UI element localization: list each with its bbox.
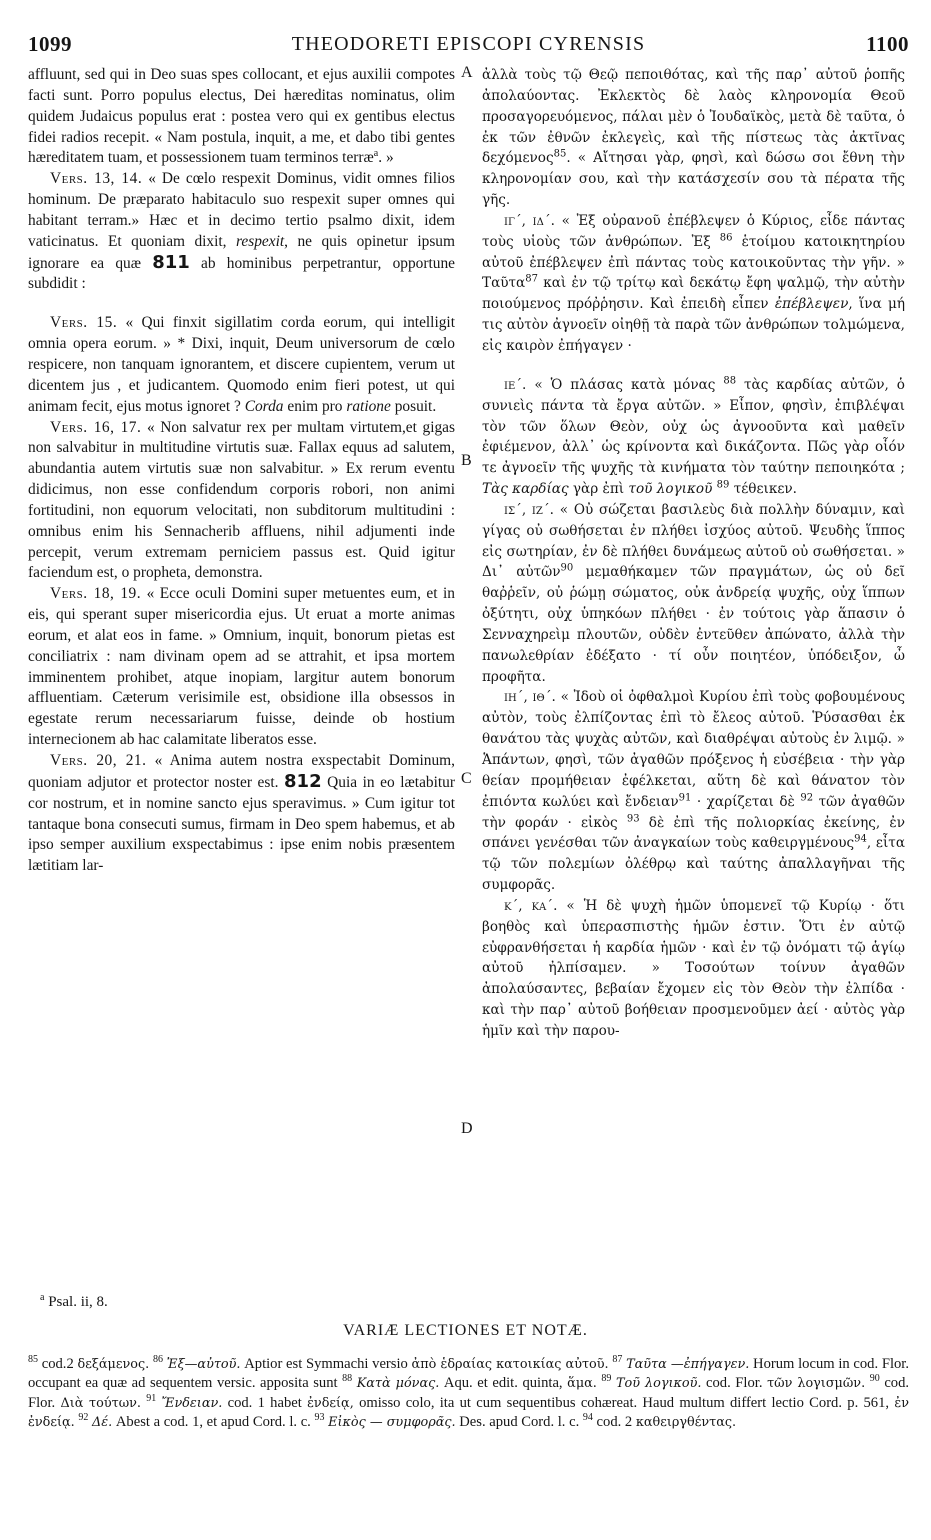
- margin-letter-c: C: [461, 770, 472, 787]
- latin-paragraph-3: Vers. 15. « Qui finxit sigillatim corda eorum, qui intelligit omnia opera eorum. » * Dixi, inquit, Deum universorum de cœlo respicere, non tanquam ignorantem, et discere cupientem, verum ut dicentem jus , et judicantem. Quomodo enim fieri potest, ut qui animam fecit, ejus motus ignoret ? Corda enim pro ratione posuit.: [28, 314, 455, 415]
- verse-label: Vers. 15.: [50, 314, 118, 332]
- margin-letter-b: B: [461, 452, 472, 469]
- greek-paragraph-3: ιε΄. « Ὁ πλάσας κατὰ μόνας $^{88}$ τὰς καρδίας αὐτῶν, ὁ συνιεὶς πάντα τὰ ἔργα αὐτῶν. » Εἶπον, φησὶν, ἐπιβλέψαι τὸν τῶν ὅλων Θεὸν, οὐχ ὡς ἀγνοοῦντα καὶ μαθεῖν ἐφιέμενον, ἀλλ᾽ ὡς κρίνοντα καὶ δικάζοντα. Πῶς γὰρ οἷόν τε ἀγνοεῖν τῆς ψυχῆς τὰ κινήματα τὸν ταύτην πεποιηκότα ; Τὰς καρδίας γὰρ ἐπὶ τοῦ λογικοῦ $^{89}$ τέθεικεν.: [482, 375, 905, 498]
- verse-label: Vers. 13, 14.: [50, 170, 143, 188]
- verse-label: ις΄, ιζ΄.: [504, 501, 554, 518]
- footnote-ref: a: [373, 148, 379, 160]
- greek-column: [482, 65, 905, 1042]
- latin-paragraph-5: Vers. 18, 19. « Ecce oculi Domini super metuentes eum, et in eis, qui sperant super misericordia ejus. Ut eruat a morte animas eorum, et alat eos in fame. » Omnium, inquit, bonorum pietas est conciliatrix : nam divinam opem ad se attrahit, et ipsa mortem imminentem prohibet, atque inopiam, largitur autem bonorum affluentiam. Cæterum verisimile est, obsidione illa obsessos in egestate rerum necessariarum fuisse, deinde ob hostium internecionem ab hac calamitate liberatos esse.: [28, 585, 455, 749]
- latin-paragraph-4: Vers. 16, 17. « Non salvatur rex per multam virtutem,et gigas non salvabitur in multitudine virtutis suæ. Fallax equus ad salutem, abundantia autem virtutis suæ non salvabitur. » Ex rerum eventu didicimus, non esse confidendum corporis robori, non animi fortitudini, non equorum velocitati, non subditorum multitudini : omnibus enim his Sennacherib affluens, nihil adjumenti inde percepit, verum extremam perniciem passus est. Quid igitur faciendum est, o propheta, demonstra.: [28, 418, 455, 582]
- latin-column: [28, 65, 455, 877]
- latin-paragraph-1: affluunt, sed qui in Deo suas spes collocant, et ejus auxilii compotes facti sunt. Porro populus electus, Dei hæreditas nominatus, olim quidem Judaicus populus erat : postea vero qui ex gentibus electus fidei radios recepit. « Nam postula, inquit, a me, et dabo tibi gentes hæreditatem tuam, et possessionem tuam terminos terræ$^a$. »: [28, 66, 455, 167]
- footnote: $^a$ Psal. ii, 8.: [40, 1292, 108, 1310]
- notes-title: VARIÆ LECTIONES ET NOTÆ.: [343, 1322, 588, 1339]
- column-number-mark: 811: [152, 251, 190, 273]
- running-title: THEODORETI EPISCOPI CYRENSIS: [291, 33, 646, 55]
- page-number-left: 1099: [28, 32, 72, 56]
- page-number-right: 1100: [866, 32, 909, 56]
- greek-paragraph-5: ιη΄, ιθ΄. « Ἰδοὺ οἱ ὀφθαλμοὶ Κυρίου ἐπὶ τοὺς φοβουμένους αὐτὸν, τοὺς ἐλπίζοντας ἐπὶ τὸ ἔλεος αὐτοῦ. Ῥύσασθαι ἐκ θανάτου τὰς ψυχὰς αὐτῶν, καὶ διαθρέψαι αὐτοὺς ἐν λιμῷ. » Ἁπάντων, φησὶ, τῶν ἀγαθῶν πρόξενος ἡ εὐσέβεια · τὴν γὰρ θείαν προμήθειαν ἐφέλκεται, αὕτη δὲ καὶ θάνατον τὸν ἐπιόντα κωλύει καὶ ἔνδειαν$^{91}$ · χαρίζεται δὲ $^{92}$ τῶν ἀγαθῶν τὴν φοράν · εἰκὸς $^{93}$ δὲ ἐπὶ τῆς πολιορκίας ἐκείνης, ἐν σπάνει γενέσθαι τῶν ἀναγκαίων τοὺς καθειργμένους$^{94}$, εἶτα τῷ τῶν πολεμίων ὀλέθρῳ καὶ ταύτης ἀπαλλαγῆναι τῆς συμφορᾶς.: [482, 689, 905, 894]
- margin-letter-d: D: [461, 1120, 473, 1137]
- verse-label: Vers. 16, 17.: [50, 418, 142, 436]
- greek-paragraph-4: ις΄, ιζ΄. « Οὐ σώζεται βασιλεὺς διὰ πολλὴν δύναμιν, καὶ γίγας οὐ σωθήσεται ἐν πλήθει ἰσχύος αὐτοῦ. Ψευδὴς ἵππος εἰς σωτηρίαν, ἐν δὲ πλήθει δυνάμεως αὐτοῦ οὐ σωθήσεται. » Δι᾽ αὐτῶν$^{90}$ μεμαθήκαμεν τῶν πραγμάτων, ὡς οὐ δεῖ θαῤῥεῖν, οὐ ῥώμῃ σώματος, οὐκ ἀνδρείᾳ ψυχῆς, οὐχ ἵππων ὀξύτητι, οὐχ ὑπηκόων πλήθει · ἐν τούτοις γὰρ ἅπασιν ὁ Σενναχηρεὶμ πλουτῶν, οὐδὲν ἐντεῦθεν ἀπώνατο, ἀλλὰ τὴν πανωλεθρίαν ἐδέξατο · τί οὖν ποιητέον, ὑπόδειξον, ὦ προφῆτα.: [482, 501, 905, 685]
- variae-lectiones: $^{85}$ cod.2 δεξάμενος. $^{86}$ Ἐξ—αὐτοῦ. Aptior est Symmachi versio ἀπὸ ἑδραίας κατοικίας αὐτοῦ. $^{87}$ Ταῦτα —ἐπήγαγεν. Horum locum in cod. Flor. occupant ea quæ ad sequentem versic. apposita sunt $^{88}$ Κατὰ μόνας. Aqu. et edit. quinta, ἅμα. $^{89}$ Τοῦ λογικοῦ. cod. Flor. τῶν λογισμῶν. $^{90}$ cod. Flor. Διὰ τούτων. $^{91}$ Ἔνδειαν. cod. 1 habet ἐνδείᾳ, omisso colo, ita ut cum sequentibus cohæreat. Haud multum differt lectio Cord. p. 561, ἐν ἐνδείᾳ. $^{92}$ Δέ. Abest a cod. 1, et apud Cord. l. c. $^{93}$ Εἰκὸς — συμφορᾶς. Des. apud Cord. l. c. $^{94}$ cod. 2 καθειργθέντας.: [28, 1354, 910, 1430]
- verse-label: ιγ΄, ιδ΄.: [504, 212, 555, 229]
- greek-paragraph-6: κ΄, κα΄. « Ἡ δὲ ψυχὴ ἡμῶν ὑπομενεῖ τῷ Κυρίῳ · ὅτι βοηθὸς καὶ ὑπερασπιστὴς ἡμῶν ἐστιν. Ὅτι ἐν αὐτῷ εὐφρανθήσεται ἡ καρδία ἡμῶν · καὶ ἐν τῷ ὀνόματι τῷ ἁγίῳ αὐτοῦ ἠλπίσαμεν. » Τοσούτων τοίνυν ἀγαθῶν ἀπολαύσαντες, βεβαίαν ἔχομεν εἰς τὸν Θεὸν τὴν ἐλπίδα · καὶ τὴν παρ᾽ αὐτοῦ βοήθειαν προσμενοῦμεν ἀεί · αὐτὸς γὰρ ἡμῖν καὶ τὴν παρου-: [482, 897, 905, 1039]
- verse-label: Vers. 18, 19.: [50, 585, 142, 603]
- verse-label: Vers. 20, 21.: [50, 752, 147, 769]
- greek-paragraph-2: ιγ΄, ιδ΄. « Ἐξ οὐρανοῦ ἐπέβλεψεν ὁ Κύριος, εἶδε πάντας τοὺς υἱοὺς τῶν ἀνθρώπων. Ἐξ $^{86}$ ἑτοίμου κατοικητηρίου αὐτοῦ ἐπέβλεψεν ἐπὶ πάντας τοὺς κατοικοῦντας τὴν γῆν. » Ταῦτα$^{87}$ καὶ ἐν τῷ τρίτῳ καὶ δεκάτῳ ἔφη ψαλμῷ, τὴν αὐτὴν ποιούμενος πρόῤῥησιν. Καὶ ἐπειδὴ εἶπεν ἐπέβλεψεν, ἵνα μή τις αὐτὸν ἀγνοεῖν οἰηθῇ τὰ παρὰ τῶν ἀνθρώπων τολμώμενα, εἰς καιρὸν ἐπήγαγεν ·: [482, 212, 906, 354]
- verse-label: κ΄, κα΄.: [504, 897, 558, 914]
- column-number-mark: 812: [284, 770, 322, 792]
- latin-paragraph-6: Vers. 20, 21. « Anima autem nostra exspectabit Dominum, quoniam adjutor et protector noster est. 812 Quia in eo lætabitur cor nostrum, et in nomine sancto ejus speravimus. » Cum igitur tot tantaque bona consecuti sumus, firmam in Deo spem habemus, et ab ipso semper auxilium exspectabimus : ipse enim nobis præsentem lætitiam lar-: [28, 752, 455, 875]
- margin-letter-a: A: [461, 64, 473, 81]
- greek-paragraph-1: ἀλλὰ τοὺς τῷ Θεῷ πεποιθότας, καὶ τῆς παρ᾽ αὐτοῦ ῥοπῆς ἀπολαύοντας. Ἐκλεκτὸς δὲ λαὸς κληρονομία Θεοῦ προσαγορευόμενος, πάλαι μὲν ὁ Ἰουδαϊκὸς, μετὰ δὲ ταῦτα, ὁ ἐκ τῶν ἐθνῶν ἐκλεγεὶς, καὶ τῆς πίστεως τὰς ἀκτῖνας δεχόμενος$^{85}$. « Αἴτησαι γὰρ, φησὶ, καὶ δώσω σοι ἔθνη τὴν κληρονομίαν σου, καὶ τὴν κατάσχεσίν σου τὰ πέρατα τῆς γῆς.: [482, 67, 905, 209]
- running-header: [28, 32, 909, 60]
- latin-paragraph-2: Vers. 13, 14. « De cœlo respexit Dominus, vidit omnes filios hominum. De præparato habitaculo suo respexit super omnes qui habitant terram.» Hæc et in decimo tertio psalmo dixit, idem vaticinatus. Et quoniam dixit, respexit, ne quis opinetur ipsum ignorare ea quæ 811 ab hominibus perpetrantur, opportune subdidit :: [28, 170, 455, 293]
- verse-label: ιη΄, ιθ΄.: [504, 689, 556, 706]
- verse-label: ιε΄.: [504, 376, 527, 393]
